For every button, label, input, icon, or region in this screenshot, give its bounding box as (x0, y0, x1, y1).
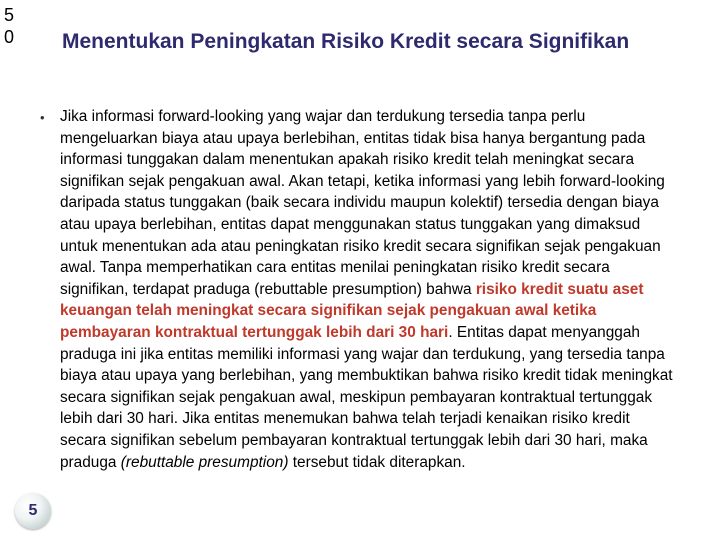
slide-title: Menentukan Peningkatan Risiko Kredit secara Signifikan (62, 30, 630, 53)
italic-term: (rebuttable presumption) (120, 453, 289, 471)
bullet-paragraph (60, 106, 680, 473)
badge-number: 5 (28, 502, 38, 519)
highlighted-presumption: risiko kredit suatu aset keuangan telah meningkat secara signifikan sejak pengakuan awal ketika pembayaran kontraktual tertunggak lebih dari 30 hari (60, 280, 644, 341)
paragraph-text-part-3: tersebut tidak diterapkan. (288, 453, 466, 471)
slide-number-badge (15, 493, 51, 529)
paragraph-text-part-2: . Entitas dapat menyanggah praduga ini jika entitas memiliki informasi yang wajar dan terdukung, yang tersedia tanpa biaya atau upaya yang berlebihan, yang membuktikan bahwa risiko kredit tidak meningkat secara signifikan sejak pengakuan awal, meskipun pembayaran kontraktual tertunggak lebih dari 30 hari. Jika entitas menemukan bahwa telah terjadi kenaikan risiko kredit secara signifikan sebelum pembayaran kontraktual tertunggak lebih dari 30 hari, maka praduga (60, 323, 673, 471)
page-number: 50 (4, 5, 15, 47)
paragraph-text-part-1: Jika informasi forward-looking yang wajar dan terdukung tersedia tanpa perlu mengeluarkan biaya atau upaya berlebihan, entitas tidak bisa hanya bergantung pada informasi tunggakan dalam menentukan apakah risiko kredit telah meningkat secara signifikan sejak pengakuan awal. Akan tetapi, ketika informasi yang lebih forward-looking daripada status tunggakan (baik secara individu maupun kolektif) tersedia dengan biaya atau upaya berlebihan, entitas dapat menggunakan status tunggakan yang dimaksud untuk menentukan ada atau peningkatan risiko kredit secara signifikan sejak pengakuan awal. Tanpa memperhatikan cara entitas menilai peningkatan risiko kredit secara signifikan, terdapat praduga (rebuttable presumption) bahwa (60, 108, 665, 298)
content-area (40, 106, 680, 473)
bullet-point: • (40, 110, 45, 125)
